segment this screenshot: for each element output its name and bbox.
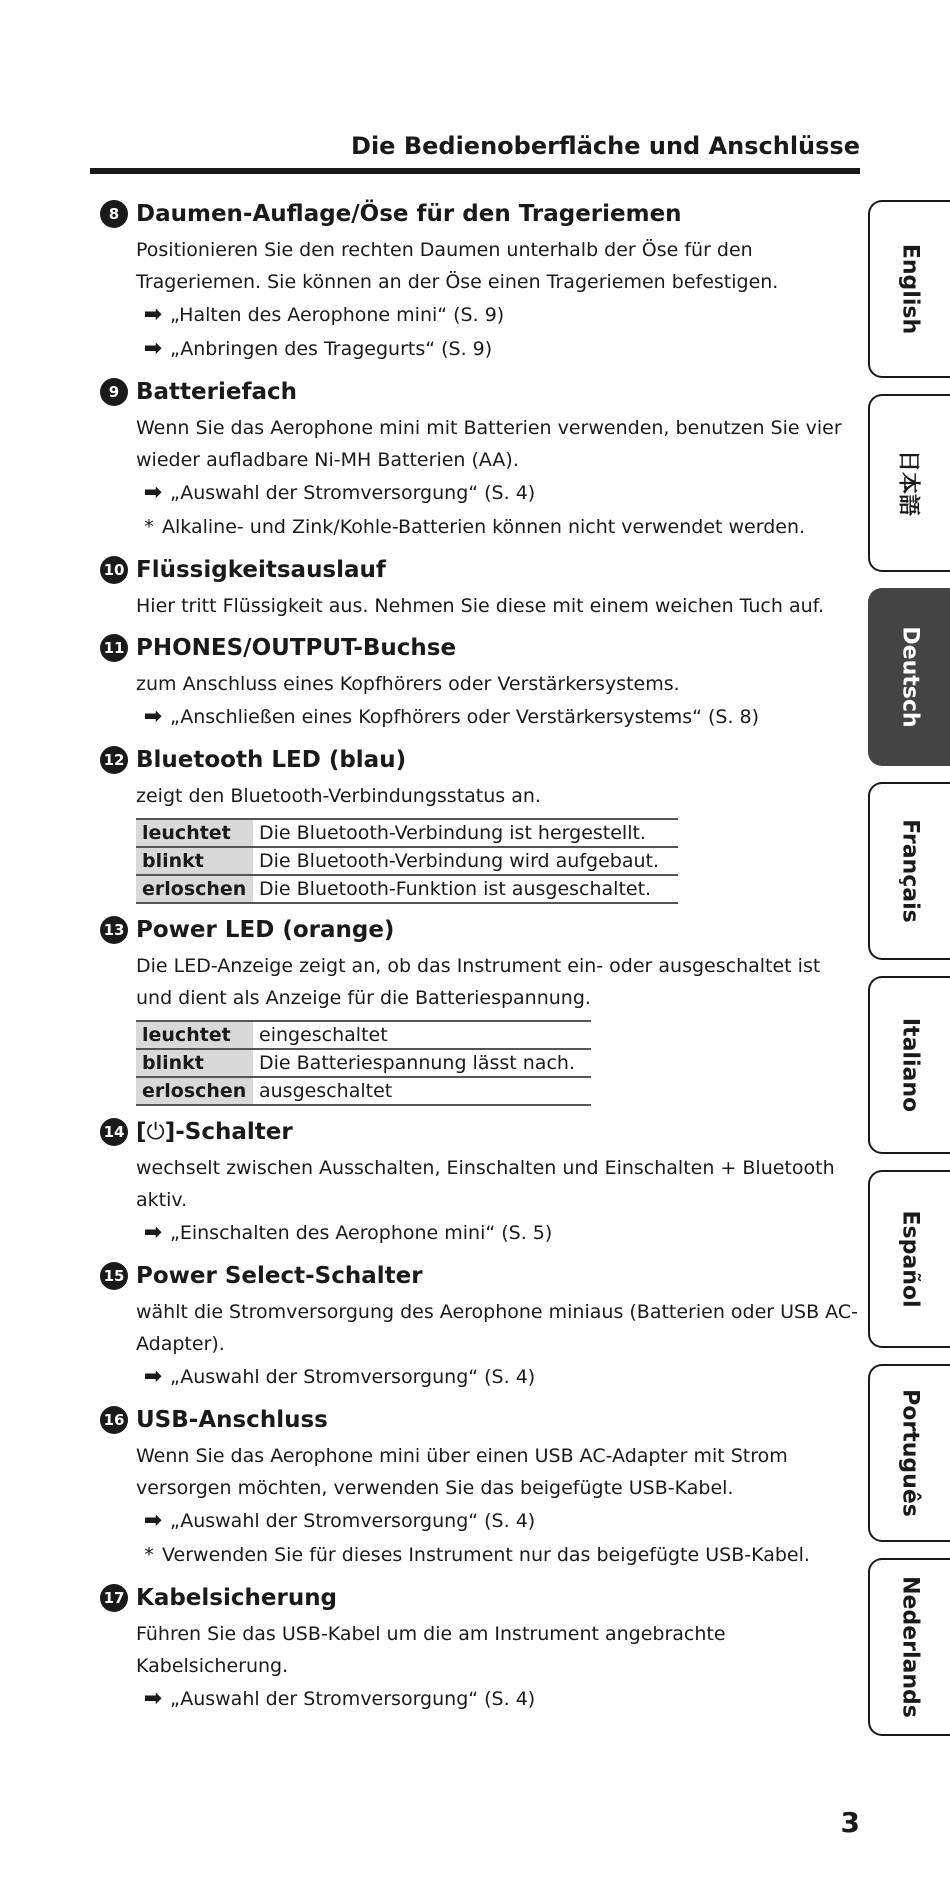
arrow-right-icon: ➡ [143,1686,163,1711]
asterisk-icon: * [144,516,154,538]
reference-text: „Anschließen eines Kopfhörers oder Verstärkersystems“ (S. 8) [170,706,760,728]
section-heading [100,1118,860,1146]
tab-portugues[interactable] [868,1364,950,1542]
tab-label: Español [897,1210,923,1308]
reference-text: „Einschalten des Aerophone mini“ (S. 5) [170,1222,553,1244]
led-state: leuchtet [136,819,253,847]
section-8 [100,200,860,366]
header-rule [90,168,860,174]
led-description: eingeschaltet [253,1021,591,1049]
section-text: Die LED-Anzeige zeigt an, ob das Instrument ein- oder ausgeschaltet ist und dient als Anzeige für die Batteriespannung. [136,955,821,1009]
section-15 [100,1262,860,1394]
led-description: ausgeschaltet [253,1077,591,1105]
section-10 [100,556,860,622]
led-state: leuchtet [136,1021,253,1049]
section-heading [100,1584,860,1612]
tab-label: Français [897,819,923,923]
tab-nederlands[interactable] [868,1558,950,1736]
section-number-badge: 17 [100,1584,128,1612]
bluetooth-led-table [136,818,678,904]
arrow-right-icon: ➡ [143,1364,163,1389]
arrow-right-icon: ➡ [143,704,163,729]
arrow-right-icon: ➡ [143,480,163,505]
led-state: blinkt [136,1049,253,1077]
title-bracket: [ [136,1119,147,1145]
section-title: Batteriefach [136,379,297,405]
page-number: 3 [840,1806,860,1839]
section-heading [100,200,860,228]
section-heading [100,916,860,944]
tab-label: English [897,243,923,335]
section-14 [100,1118,860,1250]
section-text: zeigt den Bluetooth-Verbindungsstatus an. [136,785,541,807]
power-led-table [136,1020,591,1106]
reference-text: „Auswahl der Stromversorgung“ (S. 4) [170,1510,536,1532]
arrow-right-icon: ➡ [143,1508,163,1533]
tab-espanol[interactable] [868,1170,950,1348]
led-state: erloschen [136,875,253,903]
tab-deutsch[interactable] [868,588,950,766]
section-number-badge: 9 [100,378,128,406]
reference-text: „Auswahl der Stromversorgung“ (S. 4) [170,1688,536,1710]
led-description: Die Bluetooth-Verbindung ist hergestellt. [253,819,678,847]
section-title: PHONES/OUTPUT-Buchse [136,635,457,661]
table-row [136,1021,591,1049]
tab-label: Nederlands [897,1576,923,1718]
content [100,200,860,1728]
cross-reference [136,1682,860,1716]
section-text: zum Anschluss eines Kopfhörers oder Verstärkersystems. [136,673,680,695]
section-number-badge: 8 [100,200,128,228]
section-number-badge: 11 [100,634,128,662]
section-text: Positionieren Sie den rechten Daumen unterhalb der Öse für den Trageriemen. Sie können an der Öse einen Trageriemen befestigen. [136,239,779,293]
section-heading [100,378,860,406]
cross-reference [136,476,860,510]
tab-francais[interactable] [868,782,950,960]
section-title: Flüssigkeitsauslauf [136,557,386,583]
arrow-right-icon: ➡ [143,302,163,327]
section-title [136,1119,293,1145]
table-row [136,847,678,875]
section-9 [100,378,860,544]
section-number-badge: 15 [100,1262,128,1290]
reference-text: „Anbringen des Tragegurts“ (S. 9) [170,338,493,360]
tab-label: 日本語 [895,449,921,517]
section-title: Bluetooth LED (blau) [136,747,407,773]
led-state: blinkt [136,847,253,875]
section-heading [100,746,860,774]
cross-reference [136,1360,860,1394]
section-text: wechselt zwischen Ausschalten, Einschalten und Einschalten + Bluetooth aktiv. [136,1157,835,1211]
section-title: USB-Anschluss [136,1407,328,1433]
section-heading [100,1262,860,1290]
table-row [136,1049,591,1077]
note-text: Alkaline- und Zink/Kohle-Batterien können nicht verwendet werden. [162,516,806,538]
reference-text: „Auswahl der Stromversorgung“ (S. 4) [170,1366,536,1388]
cross-reference [136,298,860,332]
tab-label: Português [897,1389,923,1517]
led-description: Die Bluetooth-Funktion ist ausgeschaltet. [253,875,678,903]
section-13 [100,916,860,1106]
section-text: Wenn Sie das Aerophone mini über einen USB AC-Adapter mit Strom versorgen möchten, verwenden Sie das beigefügte USB-Kabel. [136,1445,788,1499]
arrow-right-icon: ➡ [143,1220,163,1245]
asterisk-icon: * [144,1544,154,1566]
note-text: Verwenden Sie für dieses Instrument nur das beigefügte USB-Kabel. [162,1544,810,1566]
section-11 [100,634,860,734]
cross-reference [136,1504,860,1538]
table-row [136,875,678,903]
cross-reference [136,332,860,366]
tab-japanese[interactable] [868,394,950,572]
note [136,510,860,544]
led-state: erloschen [136,1077,253,1105]
section-text: Wenn Sie das Aerophone mini mit Batterien verwenden, benutzen Sie vier wieder aufladbare Ni-MH Batterien (AA). [136,417,842,471]
section-text: Hier tritt Flüssigkeit aus. Nehmen Sie diese mit einem weichen Tuch auf. [136,595,824,617]
section-title: Power Select-Schalter [136,1263,423,1289]
section-number-badge: 12 [100,746,128,774]
section-text: wählt die Stromversorgung des Aerophone miniaus (Batterien oder USB AC-Adapter). [136,1301,858,1355]
led-description: Die Bluetooth-Verbindung wird aufgebaut. [253,847,678,875]
cross-reference [136,700,860,734]
power-icon: ⏻ [146,1119,165,1145]
table-row [136,1077,591,1105]
section-heading [100,556,860,584]
led-description: Die Batteriespannung lässt nach. [253,1049,591,1077]
note [136,1538,860,1572]
section-text: Führen Sie das USB-Kabel um die am Instrument angebrachte Kabelsicherung. [136,1623,726,1677]
section-number-badge: 16 [100,1406,128,1434]
section-title: Daumen-Auflage/Öse für den Trageriemen [136,201,682,227]
section-number-badge: 14 [100,1118,128,1146]
reference-text: „Halten des Aerophone mini“ (S. 9) [170,304,505,326]
section-number-badge: 10 [100,556,128,584]
table-row [136,819,678,847]
title-rest: ]-Schalter [164,1119,293,1145]
section-16 [100,1406,860,1572]
section-number-badge: 13 [100,916,128,944]
arrow-right-icon: ➡ [143,336,163,361]
section-title: Kabelsicherung [136,1585,338,1611]
reference-text: „Auswahl der Stromversorgung“ (S. 4) [170,482,536,504]
section-title: Power LED (orange) [136,917,395,943]
section-12 [100,746,860,904]
tab-label: Deutsch [897,626,923,728]
section-17 [100,1584,860,1716]
tab-label: Italiano [897,1017,923,1113]
section-heading [100,634,860,662]
page-header-title: Die Bedienoberfläche und Anschlüsse [351,132,860,160]
tab-english[interactable] [868,200,950,378]
section-heading [100,1406,860,1434]
tab-italiano[interactable] [868,976,950,1154]
cross-reference [136,1216,860,1250]
